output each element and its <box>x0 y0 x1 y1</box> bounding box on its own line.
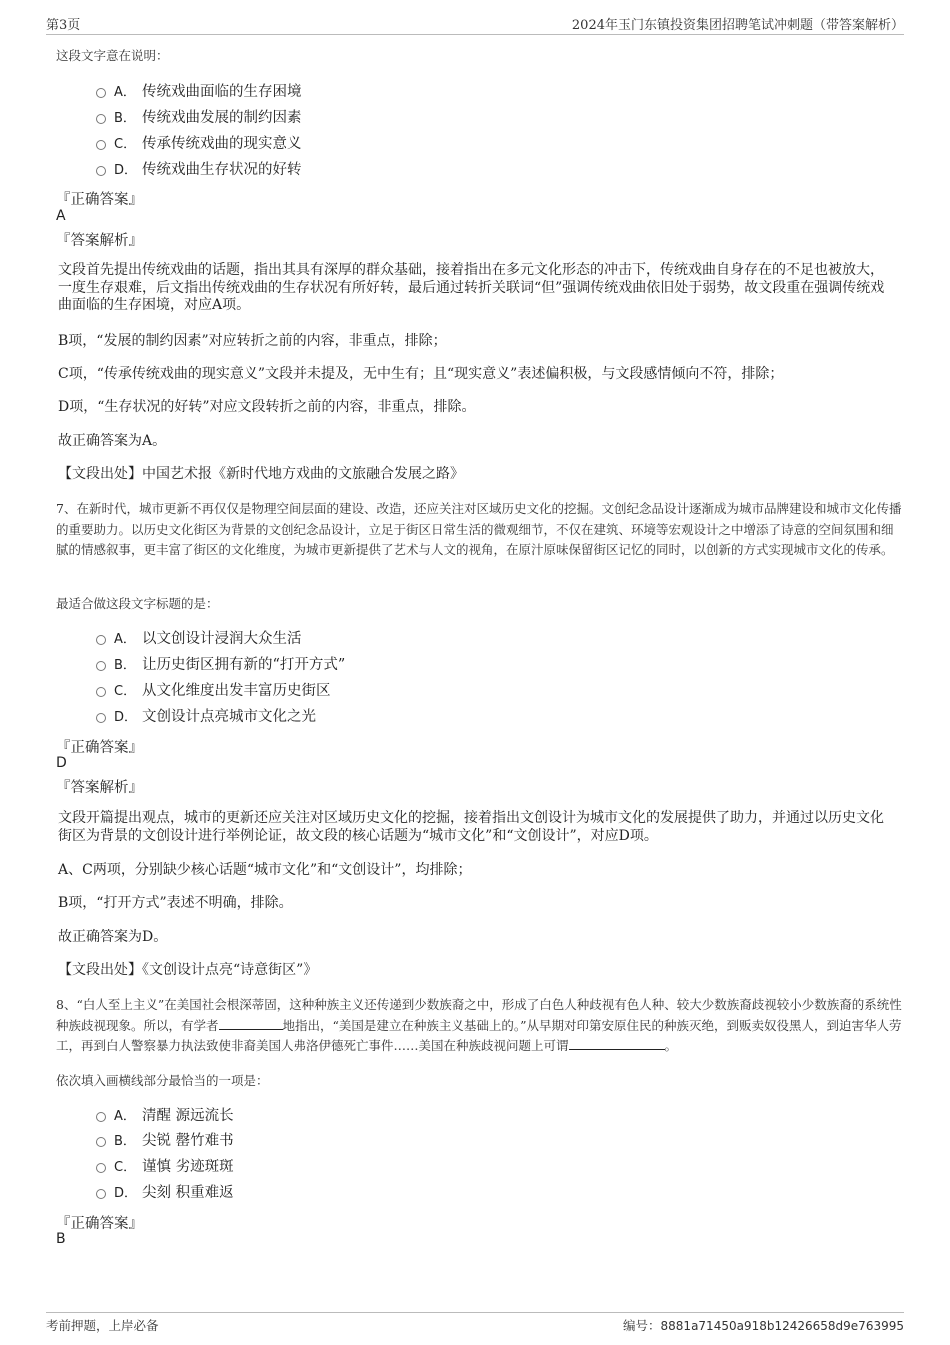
fill-blank-1 <box>219 1017 283 1030</box>
q7-conclusion: 故正确答案为D。 <box>58 929 168 945</box>
radio-icon[interactable] <box>96 88 106 98</box>
q7-analysis-paragraph: 文段开篇提出观点，城市的更新还应关注对区域历史文化的挖掘，接着指出文创设计为城市文化的发展提供了助力，并通过以历史文化街区为背景的文创设计进行举例论证，故文段的核心话题为“城市文化”和“文创设计”，对应D项。 <box>58 810 884 844</box>
q7-analysis-b: B项，“打开方式”表述不明确，排除。 <box>58 895 293 911</box>
q8-answer-label: 『正确答案』 <box>56 1216 143 1232</box>
q6-answer: A <box>56 208 66 224</box>
q7-prompt: 最适合做这段文字标题的是： <box>56 596 219 611</box>
q7-analysis-ac: A、C两项，分别缺少核心话题“城市文化”和“文创设计”，均排除； <box>58 862 472 878</box>
q7-source: 【文段出处】《文创设计点亮“诗意街区”》 <box>58 962 318 978</box>
q8-option-a[interactable]: A． 清醒 源远流长 <box>96 1106 234 1126</box>
q6-answer-label: 『正确答案』 <box>56 192 143 208</box>
q6-prompt: 这段文字意在说明： <box>56 48 169 63</box>
fill-blank-2 <box>569 1037 665 1050</box>
page-footer <box>46 1312 904 1337</box>
q6-analysis-c: C项，“传承传统戏曲的现实意义”文段并未提及，无中生有；且“现实意义”表述偏积极，与文段感情倾向不符，排除； <box>58 366 784 382</box>
document-title: 2024年玉门东镇投资集团招聘笔试冲刺题（带答案解析） <box>571 18 904 33</box>
q6-option-c[interactable]: C． 传承传统戏曲的现实意义 <box>96 134 302 154</box>
radio-icon[interactable] <box>96 713 106 723</box>
q8-option-b[interactable]: B． 尖锐 罄竹难书 <box>96 1131 234 1151</box>
footer-slogan: 考前押题，上岸必备 <box>46 1318 159 1333</box>
radio-icon[interactable] <box>96 635 106 645</box>
q7-option-d[interactable]: D． 文创设计点亮城市文化之光 <box>96 707 316 727</box>
q6-option-a[interactable]: A． 传统戏曲面临的生存困境 <box>96 82 302 102</box>
q8-stem: 8、“白人至上主义”在美国社会根深蒂固，这种种族主义还传递到少数族裔之中，形成了白色人种歧视有色人种、较大少数族裔歧视较小少数族裔的系统性种族歧视现象。所以，有学者 地指出，“美国是建立在种族主义基础上的。”从早期对印第安原住民的种族灭绝，到贩卖奴役黑人，到迫害华人劳工，再到白人警察暴力执法致使非裔美国人弗洛伊德死亡事件……美国在种族歧视问题上可谓 。 <box>56 997 902 1053</box>
q7-option-a[interactable]: A． 以文创设计浸润大众生活 <box>96 629 302 649</box>
page-header <box>46 14 904 35</box>
q7-stem: 7、在新时代，城市更新不再仅仅是物理空间层面的建设、改造，还应关注对区域历史文化的挖掘。文创纪念品设计逐渐成为城市品牌建设和城市文化传播的重要助力。以历史文化街区为背景的文创纪念品设计，立足于街区日常生活的微观细节，不仅在建筑、环境等宏观设计之中增添了诗意的空间氛围和细腻的情感叙事，更丰富了街区的文化维度，为城市更新提供了艺术与人文的视角，在原汁原味保留街区记忆的同时，以创新的方式实现城市文化的传承。 <box>56 501 902 557</box>
radio-icon[interactable] <box>96 1163 106 1173</box>
q8-option-c[interactable]: C． 谨慎 劣迹斑斑 <box>96 1157 234 1177</box>
radio-icon[interactable] <box>96 1189 106 1199</box>
q6-conclusion: 故正确答案为A。 <box>58 433 167 449</box>
q6-analysis-label: 『答案解析』 <box>56 233 143 249</box>
radio-icon[interactable] <box>96 661 106 671</box>
radio-icon[interactable] <box>96 1137 106 1147</box>
radio-icon[interactable] <box>96 140 106 150</box>
radio-icon[interactable] <box>96 166 106 176</box>
q6-option-b[interactable]: B． 传统戏曲发展的制约因素 <box>96 108 302 128</box>
q7-analysis-label: 『答案解析』 <box>56 780 143 796</box>
q8-prompt: 依次填入画横线部分最恰当的一项是： <box>56 1073 269 1088</box>
q7-option-c[interactable]: C． 从文化维度出发丰富历史街区 <box>96 681 331 701</box>
radio-icon[interactable] <box>96 687 106 697</box>
q7-answer-label: 『正确答案』 <box>56 740 143 756</box>
q6-analysis-paragraph: 文段首先提出传统戏曲的话题，指出其具有深厚的群众基础，接着指出在多元文化形态的冲击下，传统戏曲自身存在的不足也被放大，一度生存艰难，后文指出传统戏曲的生存状况有所好转，最后通过转折关联词“但”强调传统戏曲依旧处于弱势，故文段重在强调传统戏曲面临的生存困境，对应A项。 <box>58 262 885 313</box>
q6-analysis-d: D项，“生存状况的好转”对应文段转折之前的内容，非重点，排除。 <box>58 399 476 415</box>
footer-code: 编号：8881a71450a918b12426658d9e763995 <box>623 1318 904 1333</box>
q7-option-b[interactable]: B． 让历史街区拥有新的“打开方式” <box>96 655 345 675</box>
q6-source: 【文段出处】中国艺术报《新时代地方戏曲的文旅融合发展之路》 <box>58 466 464 482</box>
q6-option-d[interactable]: D． 传统戏曲生存状况的好转 <box>96 160 302 180</box>
page-number: 第3页 <box>46 18 81 33</box>
q8-option-d[interactable]: D． 尖刻 积重难返 <box>96 1183 234 1203</box>
q6-analysis-b: B项，“发展的制约因素”对应转折之前的内容，非重点，排除； <box>58 333 447 349</box>
q8-answer: B <box>56 1231 66 1247</box>
radio-icon[interactable] <box>96 114 106 124</box>
radio-icon[interactable] <box>96 1112 106 1122</box>
q7-answer: D <box>56 755 67 771</box>
